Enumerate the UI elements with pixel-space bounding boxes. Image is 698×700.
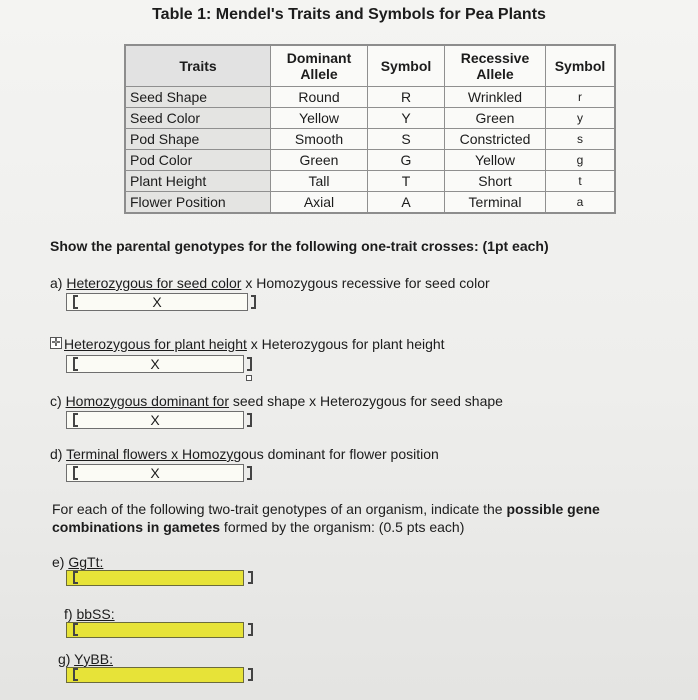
recessive-cell: Short bbox=[445, 171, 546, 192]
table-row bbox=[125, 108, 615, 129]
question-label: f) bbox=[64, 606, 73, 622]
symbol-cell: s bbox=[546, 129, 616, 150]
symbol-cell: r bbox=[546, 87, 616, 108]
recessive-cell: Green bbox=[445, 108, 546, 129]
question-label: e) bbox=[52, 554, 65, 570]
bracket-right bbox=[248, 623, 253, 636]
question-text-underlined: Heterozygous for seed color bbox=[66, 275, 242, 291]
answer-box-d[interactable] bbox=[66, 464, 244, 482]
page-title: Table 1: Mendel's Traits and Symbols for Pea Plants bbox=[152, 6, 546, 23]
dominant-cell: Round bbox=[271, 87, 368, 108]
bracket-left bbox=[73, 623, 78, 636]
header-dominant-allele: Dominant Allele bbox=[271, 45, 368, 87]
bracket-left bbox=[73, 668, 78, 681]
question-g bbox=[58, 651, 113, 667]
question-text: x Heterozygous for plant height bbox=[246, 336, 445, 352]
bracket-left bbox=[73, 413, 78, 427]
symbol-cell: R bbox=[368, 87, 445, 108]
question-text: seed shape x Heterozygous for seed shape bbox=[228, 393, 503, 409]
symbol-cell: g bbox=[546, 150, 616, 171]
intro-bold: possible gene bbox=[506, 501, 600, 517]
symbol-cell: t bbox=[546, 171, 616, 192]
dominant-cell: Smooth bbox=[271, 129, 368, 150]
recessive-cell: Yellow bbox=[445, 150, 546, 171]
dominant-cell: Yellow bbox=[271, 108, 368, 129]
trait-cell: Plant Height bbox=[125, 171, 271, 192]
bracket-right bbox=[248, 571, 253, 584]
answer-value: X bbox=[150, 465, 160, 481]
question-d bbox=[50, 446, 439, 462]
traits-table bbox=[124, 44, 616, 214]
answer-box-f[interactable] bbox=[66, 622, 244, 638]
genotype: bbSS: bbox=[76, 606, 115, 622]
question-text: gous dominant for flower position bbox=[233, 446, 439, 462]
symbol-cell: y bbox=[546, 108, 616, 129]
dominant-cell: Axial bbox=[271, 192, 368, 214]
recessive-cell: Wrinkled bbox=[445, 87, 546, 108]
section1-heading: Show the parental genotypes for the following one-trait crosses: (1pt each) bbox=[50, 238, 549, 254]
table-row bbox=[125, 129, 615, 150]
trait-cell: Seed Shape bbox=[125, 87, 271, 108]
header-dominant-symbol: Symbol bbox=[368, 45, 445, 87]
question-label: c) bbox=[50, 393, 62, 409]
answer-box-b[interactable] bbox=[66, 355, 244, 373]
table-row bbox=[125, 171, 615, 192]
answer-value: X bbox=[150, 412, 160, 428]
move-handle-icon[interactable]: ✛ bbox=[51, 337, 61, 349]
question-text-underlined: Terminal flowers x Homozy bbox=[66, 446, 234, 462]
section2-intro bbox=[52, 500, 662, 536]
question-label: g) bbox=[58, 651, 71, 667]
bracket-left bbox=[73, 571, 78, 584]
symbol-cell: Y bbox=[368, 108, 445, 129]
trait-cell: Flower Position bbox=[125, 192, 271, 214]
table-row bbox=[125, 87, 615, 108]
question-text-underlined: Homozygous dominant for bbox=[65, 393, 229, 409]
symbol-cell: T bbox=[368, 171, 445, 192]
table-header-row bbox=[125, 45, 615, 87]
bracket-right bbox=[247, 357, 252, 371]
header-traits: Traits bbox=[125, 45, 271, 87]
table-row bbox=[125, 192, 615, 214]
trait-cell: Seed Color bbox=[125, 108, 271, 129]
question-a bbox=[50, 275, 490, 291]
genotype: YyBB: bbox=[74, 651, 113, 667]
answer-value: X bbox=[152, 294, 162, 310]
question-e bbox=[52, 554, 103, 570]
symbol-cell: S bbox=[368, 129, 445, 150]
bracket-right bbox=[248, 668, 253, 681]
table-row bbox=[125, 150, 615, 171]
answer-box-e[interactable] bbox=[66, 570, 244, 586]
question-text: x Homozygous recessive for seed color bbox=[241, 275, 490, 291]
question-f bbox=[64, 606, 115, 622]
symbol-cell: a bbox=[546, 192, 616, 214]
question-label: d) bbox=[50, 446, 63, 462]
trait-cell: Pod Color bbox=[125, 150, 271, 171]
symbol-cell: A bbox=[368, 192, 445, 214]
resize-handle[interactable] bbox=[246, 375, 252, 381]
question-label: a) bbox=[50, 275, 63, 291]
dominant-cell: Tall bbox=[271, 171, 368, 192]
symbol-cell: G bbox=[368, 150, 445, 171]
bracket-left bbox=[73, 357, 78, 371]
bracket-right bbox=[251, 295, 256, 309]
bracket-left bbox=[73, 466, 78, 480]
question-text-underlined: Heterozygous for plant height bbox=[64, 336, 247, 352]
header-recessive-allele: Recessive Allele bbox=[445, 45, 546, 87]
trait-cell: Pod Shape bbox=[125, 129, 271, 150]
genotype: GgTt: bbox=[68, 554, 104, 570]
header-recessive-symbol: Symbol bbox=[546, 45, 616, 87]
recessive-cell: Terminal bbox=[445, 192, 546, 214]
intro-bold: combinations in gametes bbox=[52, 519, 221, 535]
bracket-right bbox=[247, 413, 252, 427]
answer-box-a[interactable] bbox=[66, 293, 248, 311]
question-c bbox=[50, 393, 503, 409]
answer-box-c[interactable] bbox=[66, 411, 244, 429]
answer-box-g[interactable] bbox=[66, 667, 244, 683]
intro-text: formed by the organism: (0.5 pts each) bbox=[220, 519, 465, 535]
recessive-cell: Constricted bbox=[445, 129, 546, 150]
answer-value: X bbox=[150, 356, 160, 372]
question-b bbox=[64, 336, 445, 352]
bracket-left bbox=[73, 295, 78, 309]
bracket-right bbox=[247, 466, 252, 480]
intro-text: For each of the following two-trait genotypes of an organism, indicate the bbox=[52, 501, 507, 517]
dominant-cell: Green bbox=[271, 150, 368, 171]
